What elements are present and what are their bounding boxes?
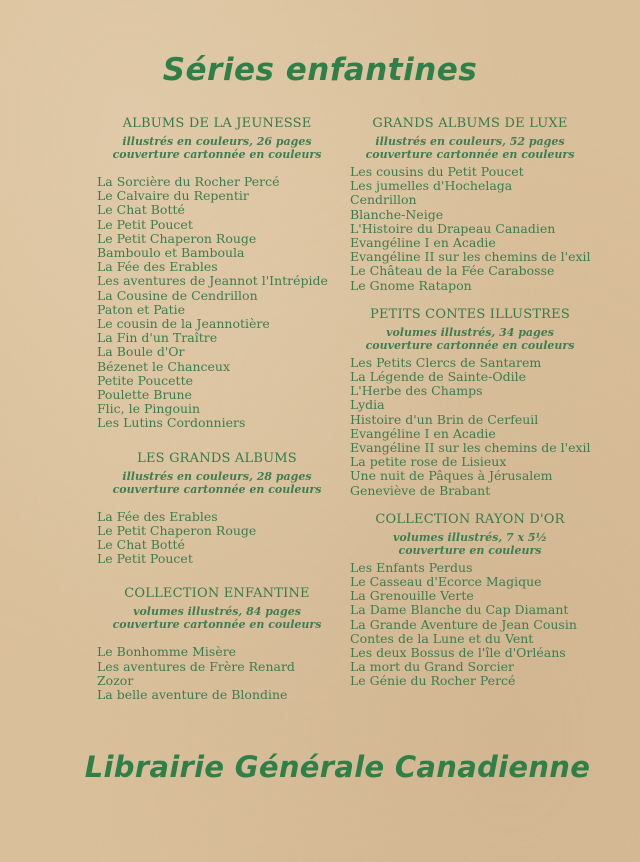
list-item: Zozor (97, 672, 134, 688)
list-item: Les Enfants Perdus (350, 559, 473, 575)
list-item: La Fin d'un Traître (97, 330, 218, 346)
list-item: Geneviève de Brabant (350, 482, 491, 498)
list-item: Evangéline I en Acadie (350, 425, 496, 441)
title-list (97, 645, 337, 702)
list-item: Le Casseau d'Ecorce Magique (350, 574, 542, 590)
list-item: L'Herbe des Champs (350, 383, 483, 399)
list-item: La Fée des Erables (97, 259, 218, 275)
list-item: Evangéline I en Acadie (350, 235, 496, 251)
list-item: Les cousins du Petit Poucet (350, 164, 524, 179)
section-petits-contes-illustres (350, 307, 590, 498)
title-list (97, 175, 337, 431)
list-item: Les deux Bossus de l'île d'Orléans (350, 645, 566, 661)
list-item: Le Chat Botté (97, 202, 185, 218)
list-item: L'Histoire du Drapeau Canadien (350, 220, 556, 236)
section-subtitle: couverture cartonnée en couleurs (365, 148, 575, 161)
list-item: Bézenet le Chanceux (97, 358, 230, 374)
section-subtitle: illustrés en couleurs, 52 pages (375, 135, 565, 148)
title-list (97, 510, 337, 567)
section-grands-albums-de-luxe (350, 116, 590, 293)
list-item: Le Château de la Fée Carabosse (350, 263, 555, 279)
section-subtitle: couverture cartonnée en couleurs (112, 148, 322, 161)
list-item: Blanche-Neige (350, 206, 444, 222)
list-item: Le Petit Poucet (97, 216, 193, 232)
list-item: Les aventures de Frère Renard (97, 658, 295, 674)
section-subtitle: illustrés en couleurs, 28 pages (122, 469, 312, 483)
list-item: Les Lutins Cordonniers (97, 415, 246, 431)
list-item: La Cousine de Cendrillon (97, 287, 258, 303)
list-item: Le Petit Chaperon Rouge (97, 522, 257, 538)
list-item: Histoire d'un Brin de Cerfeuil (350, 411, 539, 427)
section-collection-enfantine (97, 586, 337, 702)
section-subtitle: couverture en couleurs (398, 543, 542, 557)
list-item: La Légende de Sainte-Odile (350, 369, 526, 385)
list-item: Les Petits Clercs de Santarem (350, 354, 542, 370)
list-item: Evangéline II sur les chemins de l'exil (350, 440, 591, 456)
section-subtitle: volumes illustrés, 7 x 5½ (392, 530, 548, 544)
list-item: Evangéline II sur les chemins de l'exil (350, 249, 591, 265)
list-item: Les aventures de Jeannot l'Intrépide (97, 273, 328, 289)
list-item: Le Calvaire du Repentir (97, 188, 249, 204)
section-heading: ALBUMS DE LA JEUNESSE (122, 116, 312, 131)
section-subtitle: illustrés en couleurs, 26 pages (122, 135, 312, 148)
list-item: Les jumelles d'Hochelaga (350, 178, 513, 194)
section-heading: PETITS CONTES ILLUSTRES (370, 306, 570, 322)
list-item: Poulette Brune (97, 387, 192, 403)
section-subtitle: couverture cartonnée en couleurs (365, 338, 575, 352)
list-item: Le Petit Poucet (97, 551, 193, 567)
list-item: La Grenouille Verte (350, 588, 474, 604)
left-column (97, 116, 337, 702)
list-item: La Dame Blanche du Cap Diamant (350, 602, 569, 618)
title-list (350, 561, 590, 689)
section-collection-rayon-d-or (350, 512, 590, 689)
list-item: La Boule d'Or (97, 344, 185, 360)
section-heading: GRANDS ALBUMS DE LUXE (372, 116, 568, 131)
section-heading: LES GRANDS ALBUMS (137, 450, 297, 466)
page-title: Séries enfantines (162, 52, 478, 88)
list-item: Une nuit de Pâques à Jérusalem (350, 468, 553, 484)
list-item: Cendrillon (350, 192, 417, 208)
list-item: La petite rose de Lisieux (350, 454, 507, 470)
section-subtitle: volumes illustrés, 84 pages (133, 605, 301, 619)
section-heading: COLLECTION RAYON D'OR (375, 511, 565, 527)
section-subtitle: couverture cartonnée en couleurs (112, 482, 322, 496)
list-item: La mort du Grand Sorcier (350, 659, 514, 675)
list-item: Flic, le Pingouin (97, 401, 201, 417)
title-list (350, 356, 590, 498)
section-les-grands-albums (97, 451, 337, 567)
list-item: Lydia (350, 397, 385, 413)
right-column (350, 116, 590, 689)
list-item: Contes de la Lune et du Vent (350, 630, 534, 646)
list-item: Petite Poucette (97, 372, 193, 388)
title-list (350, 165, 590, 293)
list-item: La Sorcière du Rocher Percé (97, 174, 280, 189)
list-item: La Grande Aventure de Jean Cousin (350, 616, 577, 632)
list-item: Bamboulo et Bamboula (97, 245, 245, 261)
list-item: Le Gnome Ratapon (350, 277, 472, 293)
list-item: Le Génie du Rocher Percé (350, 673, 516, 689)
list-item: Le Chat Botté (97, 537, 185, 553)
list-item: La belle aventure de Blondine (97, 687, 288, 703)
publisher-name: Librairie Générale Canadienne (84, 750, 591, 784)
section-subtitle: volumes illustrés, 34 pages (386, 325, 554, 339)
section-heading: COLLECTION ENFANTINE (124, 586, 310, 602)
section-subtitle: couverture cartonnée en couleurs (112, 618, 322, 632)
list-item: Paton et Patie (97, 301, 185, 317)
list-item: La Fée des Erables (97, 508, 218, 524)
list-item: Le Petit Chaperon Rouge (97, 230, 257, 246)
section-albums-de-la-jeunesse (97, 116, 337, 431)
list-item: Le Bonhomme Misère (97, 644, 237, 660)
list-item: Le cousin de la Jeannotière (97, 316, 270, 332)
